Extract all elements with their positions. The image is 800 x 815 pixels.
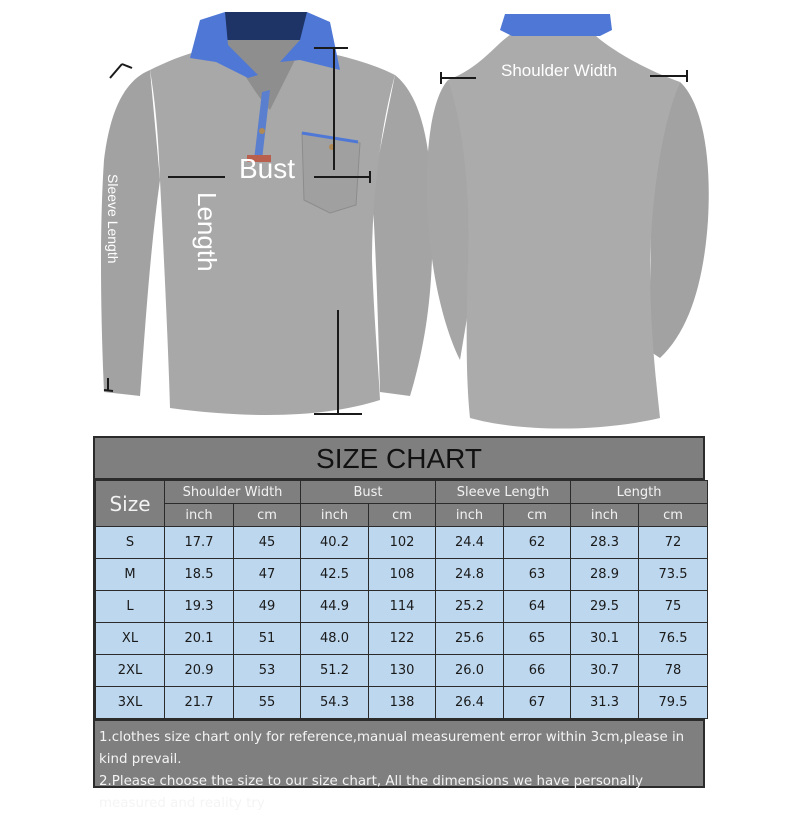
- front-shirt: [101, 12, 432, 415]
- unit-header: inch: [165, 504, 234, 527]
- value-cell: 24.8: [436, 559, 504, 591]
- value-cell: 18.5: [165, 559, 234, 591]
- size-chart-title: SIZE CHART: [95, 438, 703, 480]
- value-cell: 102: [369, 527, 436, 559]
- value-cell: 17.7: [165, 527, 234, 559]
- value-cell: 51: [234, 623, 301, 655]
- value-cell: 63: [504, 559, 571, 591]
- value-cell: 79.5: [639, 687, 708, 719]
- bust-label: Bust: [239, 153, 296, 184]
- value-cell: 28.9: [571, 559, 639, 591]
- value-cell: 64: [504, 591, 571, 623]
- value-cell: 42.5: [301, 559, 369, 591]
- unit-header-row: [96, 504, 708, 527]
- value-cell: 44.9: [301, 591, 369, 623]
- shoulder-width-header: Shoulder Width: [165, 481, 301, 504]
- value-cell: 25.2: [436, 591, 504, 623]
- value-cell: 75: [639, 591, 708, 623]
- size-chart: [93, 436, 705, 811]
- sleeve-length-label: Sleeve Length: [105, 174, 121, 264]
- value-cell: 67: [504, 687, 571, 719]
- unit-header: cm: [504, 504, 571, 527]
- table-row: [96, 687, 708, 719]
- table-row: [96, 623, 708, 655]
- value-cell: 19.3: [165, 591, 234, 623]
- unit-header: inch: [301, 504, 369, 527]
- size-cell: M: [96, 559, 165, 591]
- group-header-row: [96, 481, 708, 504]
- value-cell: 66: [504, 655, 571, 687]
- table-row: [96, 527, 708, 559]
- table-row: [96, 655, 708, 687]
- value-cell: 65: [504, 623, 571, 655]
- value-cell: 62: [504, 527, 571, 559]
- value-cell: 76.5: [639, 623, 708, 655]
- value-cell: 31.3: [571, 687, 639, 719]
- value-cell: 78: [639, 655, 708, 687]
- unit-header: cm: [639, 504, 708, 527]
- table-row: [96, 591, 708, 623]
- value-cell: 24.4: [436, 527, 504, 559]
- unit-header: cm: [369, 504, 436, 527]
- value-cell: 53: [234, 655, 301, 687]
- value-cell: 72: [639, 527, 708, 559]
- shoulder-width-label: Shoulder Width: [501, 61, 618, 80]
- size-chart-notes: [95, 719, 703, 815]
- value-cell: 54.3: [301, 687, 369, 719]
- value-cell: 48.0: [301, 623, 369, 655]
- value-cell: 30.1: [571, 623, 639, 655]
- value-cell: 108: [369, 559, 436, 591]
- size-column-header: Size: [96, 481, 165, 527]
- note-2: 2.Please choose the size to our size chart, All the dimensions we have personally measured and reality try: [99, 774, 644, 811]
- size-cell: L: [96, 591, 165, 623]
- bust-header: Bust: [301, 481, 436, 504]
- value-cell: 130: [369, 655, 436, 687]
- size-cell: 3XL: [96, 687, 165, 719]
- value-cell: 28.3: [571, 527, 639, 559]
- value-cell: 26.4: [436, 687, 504, 719]
- value-cell: 20.1: [165, 623, 234, 655]
- unit-header: inch: [571, 504, 639, 527]
- unit-header: inch: [436, 504, 504, 527]
- value-cell: 49: [234, 591, 301, 623]
- value-cell: 29.5: [571, 591, 639, 623]
- value-cell: 21.7: [165, 687, 234, 719]
- size-cell: S: [96, 527, 165, 559]
- size-cell: 2XL: [96, 655, 165, 687]
- value-cell: 122: [369, 623, 436, 655]
- value-cell: 20.9: [165, 655, 234, 687]
- value-cell: 114: [369, 591, 436, 623]
- table-row: [96, 559, 708, 591]
- length-label: Length: [192, 192, 222, 272]
- value-cell: 45: [234, 527, 301, 559]
- note-1: 1.clothes size chart only for reference,manual measurement error within 3cm,please in kind prevail.: [99, 730, 685, 767]
- value-cell: 51.2: [301, 655, 369, 687]
- value-cell: 40.2: [301, 527, 369, 559]
- length-header: Length: [571, 481, 708, 504]
- value-cell: 26.0: [436, 655, 504, 687]
- value-cell: 30.7: [571, 655, 639, 687]
- value-cell: 47: [234, 559, 301, 591]
- sleeve-length-header: Sleeve Length: [436, 481, 571, 504]
- size-table: [95, 480, 708, 719]
- value-cell: 73.5: [639, 559, 708, 591]
- value-cell: 138: [369, 687, 436, 719]
- value-cell: 25.6: [436, 623, 504, 655]
- value-cell: 55: [234, 687, 301, 719]
- unit-header: cm: [234, 504, 301, 527]
- size-cell: XL: [96, 623, 165, 655]
